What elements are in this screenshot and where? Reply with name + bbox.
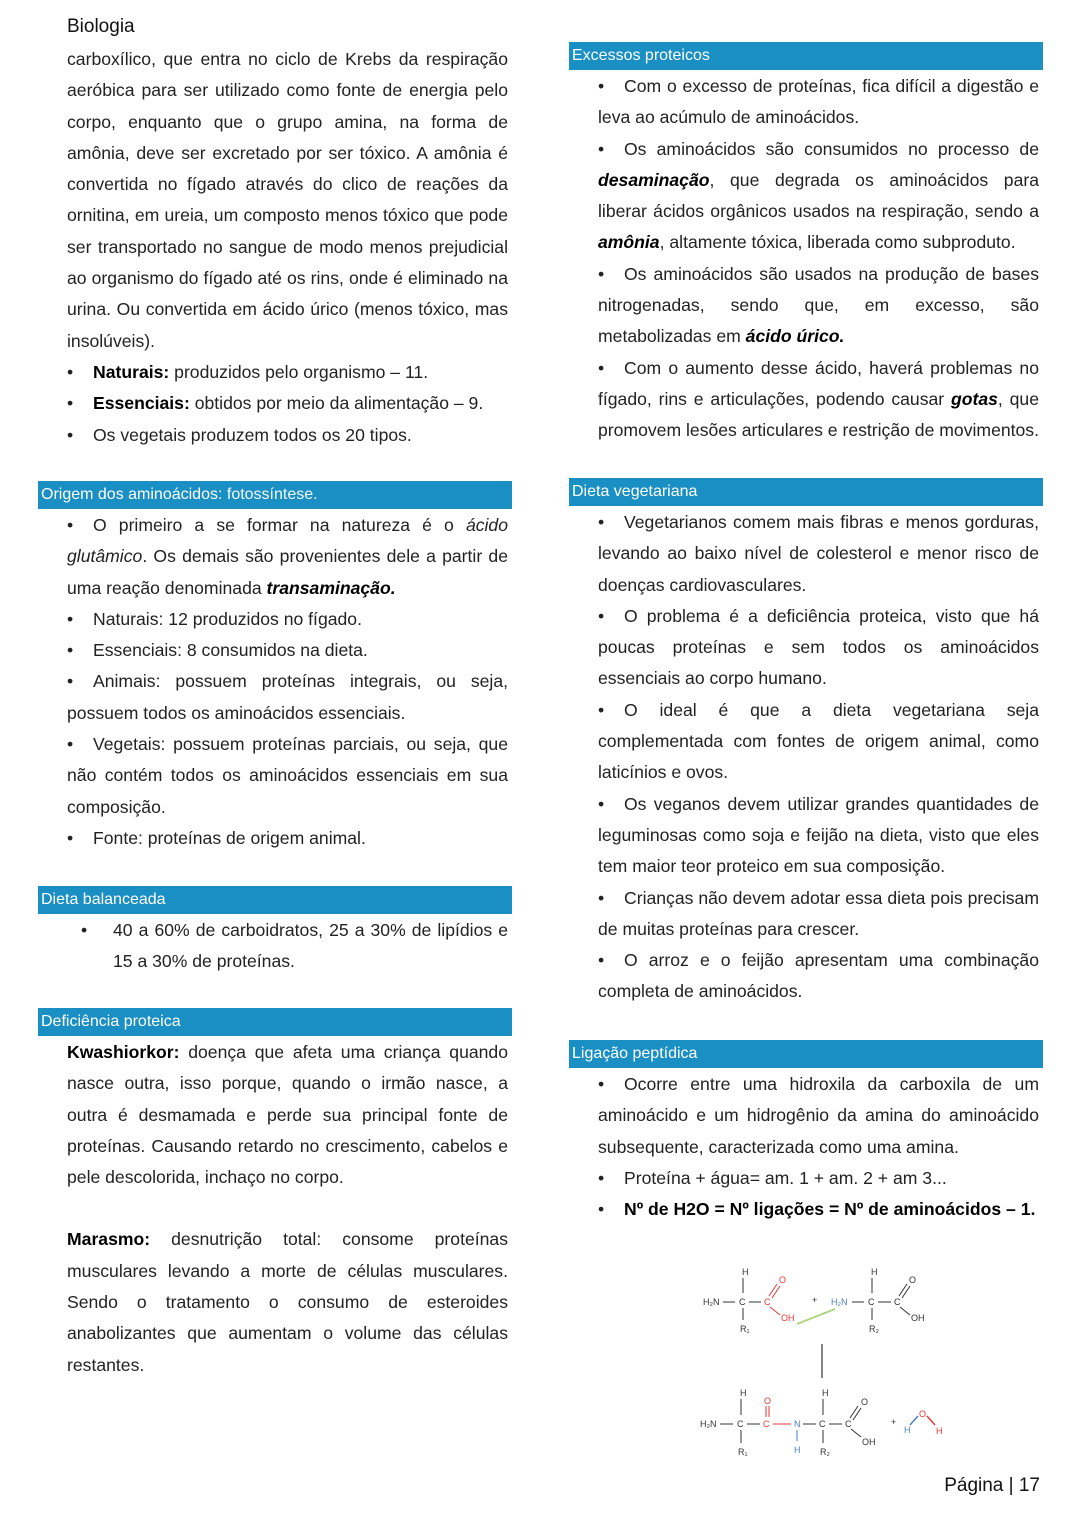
kwashiorkor-paragraph: Kwashiorkor: doença que afeta uma criança quando nasce outra, isso porque, quando o irmão nasce, a outra é desmamada e perde sua principal fonte de proteínas. Causando retardo no crescimento, cabelos e pele descolorida, inchaço no corpo.: [67, 1042, 508, 1188]
intro-paragraph: carboxílico, que entra no ciclo de Krebs da respiração aeróbica para ser utilizado como fonte de energia pelo corpo, enquanto que o grupo amina, na forma de amônia, deve ser excretado por ser tóxico. A amônia é convertida no fígado através do clico de reações da ornitina, em ureia, um composto menos tóxico que pode ser transportado no sangue de modo menos prejudicial ao organismo do fígado até os rins, onde é eliminado na urina. Ou convertida em ácido úrico (menos tóxico, mas insolúveis).: [67, 49, 508, 351]
list-item: • O problema é a deficiência proteica, visto que há poucas proteínas e sem todos os aminoácidos essenciais ao corpo humano.: [598, 601, 1039, 695]
deficiencia-section: [38, 1008, 512, 1381]
list-item: • Vegetais: possuem proteínas parciais, ou seja, que não contém todos os aminoácidos essenciais em sua composição.: [67, 729, 508, 823]
bullet-icon: •: [598, 1074, 605, 1094]
list-item: • Os veganos devem utilizar grandes quantidades de leguminosas como soja e feijão na dieta, visto que eles tem maior teor proteico em sua composição.: [598, 789, 1039, 883]
svg-text:OH: OH: [862, 1437, 876, 1447]
list-item: • Essenciais: 8 consumidos na dieta.: [67, 635, 508, 666]
list-item: • O arroz e o feijão apresentam uma combinação completa de aminoácidos.: [598, 945, 1039, 1008]
dipeptide: [700, 1388, 760, 1457]
svg-text:C: C: [819, 1419, 826, 1429]
svg-text:H: H: [794, 1445, 801, 1455]
bullet-icon: •: [67, 671, 74, 692]
svg-text:H: H: [740, 1388, 747, 1398]
svg-text:R₁: R₁: [738, 1447, 748, 1457]
svg-text:O: O: [919, 1409, 927, 1419]
list-item: • O primeiro a se formar na natureza é o ácido glutâmico. Os demais são provenientes dele a partir de uma reação denominada transaminação.: [67, 510, 508, 604]
list-item: • Animais: possuem proteínas integrais, ou seja, possuem todos os aminoácidos essenciais.: [67, 666, 508, 729]
section-heading: Ligação peptídica: [569, 1040, 1043, 1068]
section-heading: Excessos proteicos: [569, 42, 1043, 70]
svg-text:H₂N: H₂N: [831, 1297, 848, 1307]
bullet-icon: •: [67, 515, 74, 535]
svg-text:O: O: [861, 1397, 869, 1407]
svg-text:H: H: [822, 1388, 829, 1398]
dipeptide-right: [803, 1388, 876, 1457]
svg-text:C: C: [868, 1297, 875, 1307]
list-item: • Os aminoácidos são consumidos no processo de desaminação, que degrada os aminoácidos para liberar ácidos orgânicos usados na respiração, sendo a amônia, altamente tóxica, liberada como subproduto.: [598, 134, 1039, 259]
bullet-icon: •: [598, 605, 605, 626]
ligacao-section: [569, 1040, 1043, 1225]
bullet-icon: •: [67, 424, 74, 445]
origem-section: [38, 481, 512, 854]
page-number: Página | 17: [944, 1475, 1040, 1496]
list-item: • 40 a 60% de carboidratos, 25 a 30% de lipídios e 15 a 30% de proteínas.: [67, 915, 508, 978]
svg-text:O: O: [764, 1396, 772, 1406]
vegetariana-section: [569, 478, 1043, 1008]
bullet-icon: •: [67, 361, 74, 382]
bullet-icon: •: [598, 357, 605, 378]
section-heading: Origem dos aminoácidos: fotossíntese.: [38, 481, 512, 509]
list-item: • Proteína + água= am. 1 + am. 2 + am 3...: [598, 1163, 1039, 1194]
svg-text:H: H: [936, 1426, 943, 1436]
svg-text:R₂: R₂: [820, 1447, 830, 1457]
carboxyl-group-red: [764, 1275, 795, 1323]
peptide-nitrogen-blue: [794, 1419, 801, 1455]
list-item: • Os vegetais produzem todos os 20 tipos.: [67, 420, 508, 451]
bullet-icon: •: [67, 734, 74, 755]
list-item: • Com o excesso de proteínas, fica difícil a digestão e leva ao acúmulo de aminoácidos.: [598, 71, 1039, 134]
list-item: • Ocorre entre uma hidroxila da carboxila de um aminoácido e um hidrogênio da amina do aminoácido subsequente, caracterizada como uma amina.: [598, 1069, 1039, 1163]
svg-text:N: N: [794, 1419, 801, 1429]
svg-text:C: C: [763, 1419, 770, 1429]
marasmo-paragraph: Marasmo: desnutrição total: consome proteínas musculares levando a morte de células musculares. Sendo o tratamento o consumo de esteroides anabolizantes que aumentam o volume das células restantes.: [67, 1229, 508, 1375]
bullet-icon: •: [598, 950, 605, 971]
svg-text:R₂: R₂: [869, 1324, 879, 1334]
svg-text:C: C: [739, 1297, 746, 1307]
svg-text:+: +: [812, 1295, 818, 1305]
svg-text:C: C: [894, 1297, 901, 1307]
amine-group-blue: [831, 1297, 848, 1307]
bullet-icon: •: [67, 608, 74, 629]
section-heading: Deficiência proteica: [38, 1008, 512, 1036]
bullet-icon: •: [598, 76, 605, 96]
excessos-section: [569, 42, 1043, 447]
peptide-bond-diagram: [697, 1262, 957, 1474]
svg-text:H₂N: H₂N: [703, 1297, 720, 1307]
svg-text:C: C: [764, 1297, 771, 1307]
svg-text:C: C: [845, 1419, 852, 1429]
list-item: • Os aminoácidos são usados na produção de bases nitrogenadas, sendo que, em excesso, são metabolizadas em ácido úrico.: [598, 259, 1039, 353]
svg-text:OH: OH: [911, 1313, 925, 1323]
bullet-icon: •: [598, 138, 605, 159]
svg-text:H₂N: H₂N: [700, 1419, 717, 1429]
bullet-icon: •: [598, 793, 605, 814]
peptide-carbonyl-red: [763, 1396, 791, 1429]
bullet-icon: •: [598, 512, 605, 532]
svg-text:O: O: [909, 1275, 917, 1285]
svg-text:H: H: [904, 1425, 911, 1435]
bullet-icon: •: [598, 1199, 605, 1220]
list-item: • Com o aumento desse ácido, haverá problemas no fígado, rins e articulações, podendo causar gotas, que promovem lesões articulares e restrição de movimentos.: [598, 353, 1039, 447]
bullet-icon: •: [81, 920, 88, 940]
dieta-balanceada-section: [38, 886, 512, 978]
list-item: • Essenciais: obtidos por meio da alimentação – 9.: [67, 388, 508, 419]
section-heading: Dieta balanceada: [38, 886, 512, 914]
svg-text:H: H: [871, 1267, 878, 1277]
bond-marker: [797, 1309, 835, 1324]
bullet-icon: •: [67, 393, 74, 414]
list-item: • Nº de H2O = Nº ligações = Nº de aminoácidos – 1.: [598, 1194, 1039, 1225]
bullet-icon: •: [598, 1167, 605, 1188]
list-item: • Naturais: produzidos pelo organismo – 11.: [67, 357, 508, 388]
page-header-title: Biologia: [67, 16, 135, 37]
svg-text:O: O: [779, 1275, 787, 1285]
list-item: • O ideal é que a dieta vegetariana seja complementada com fontes de origem animal, como laticínios e ovos.: [598, 695, 1039, 789]
svg-text:+: +: [891, 1417, 897, 1427]
bullet-icon: •: [598, 263, 605, 284]
amino-acid-2: [852, 1267, 925, 1334]
svg-text:H: H: [742, 1267, 749, 1277]
amino-acid-1: [703, 1267, 761, 1334]
list-item: • Vegetarianos comem mais fibras e menos gorduras, levando ao baixo nível de colesterol e menor risco de doenças cardiovasculares.: [598, 507, 1039, 601]
list-item: • Crianças não devem adotar essa dieta pois precisam de muitas proteínas para crescer.: [598, 883, 1039, 946]
list-item: • Naturais: 12 produzidos no fígado.: [67, 604, 508, 635]
svg-text:OH: OH: [781, 1313, 795, 1323]
list-item: • Fonte: proteínas de origem animal.: [67, 823, 508, 854]
bullet-icon: •: [598, 887, 605, 908]
bullet-icon: •: [67, 827, 74, 848]
svg-text:R₁: R₁: [740, 1324, 750, 1334]
bullet-icon: •: [67, 640, 74, 661]
water-molecule: [904, 1409, 943, 1436]
section-heading: Dieta vegetariana: [569, 478, 1043, 506]
intro-section: [38, 44, 512, 451]
svg-text:C: C: [737, 1419, 744, 1429]
bullet-icon: •: [598, 699, 605, 720]
